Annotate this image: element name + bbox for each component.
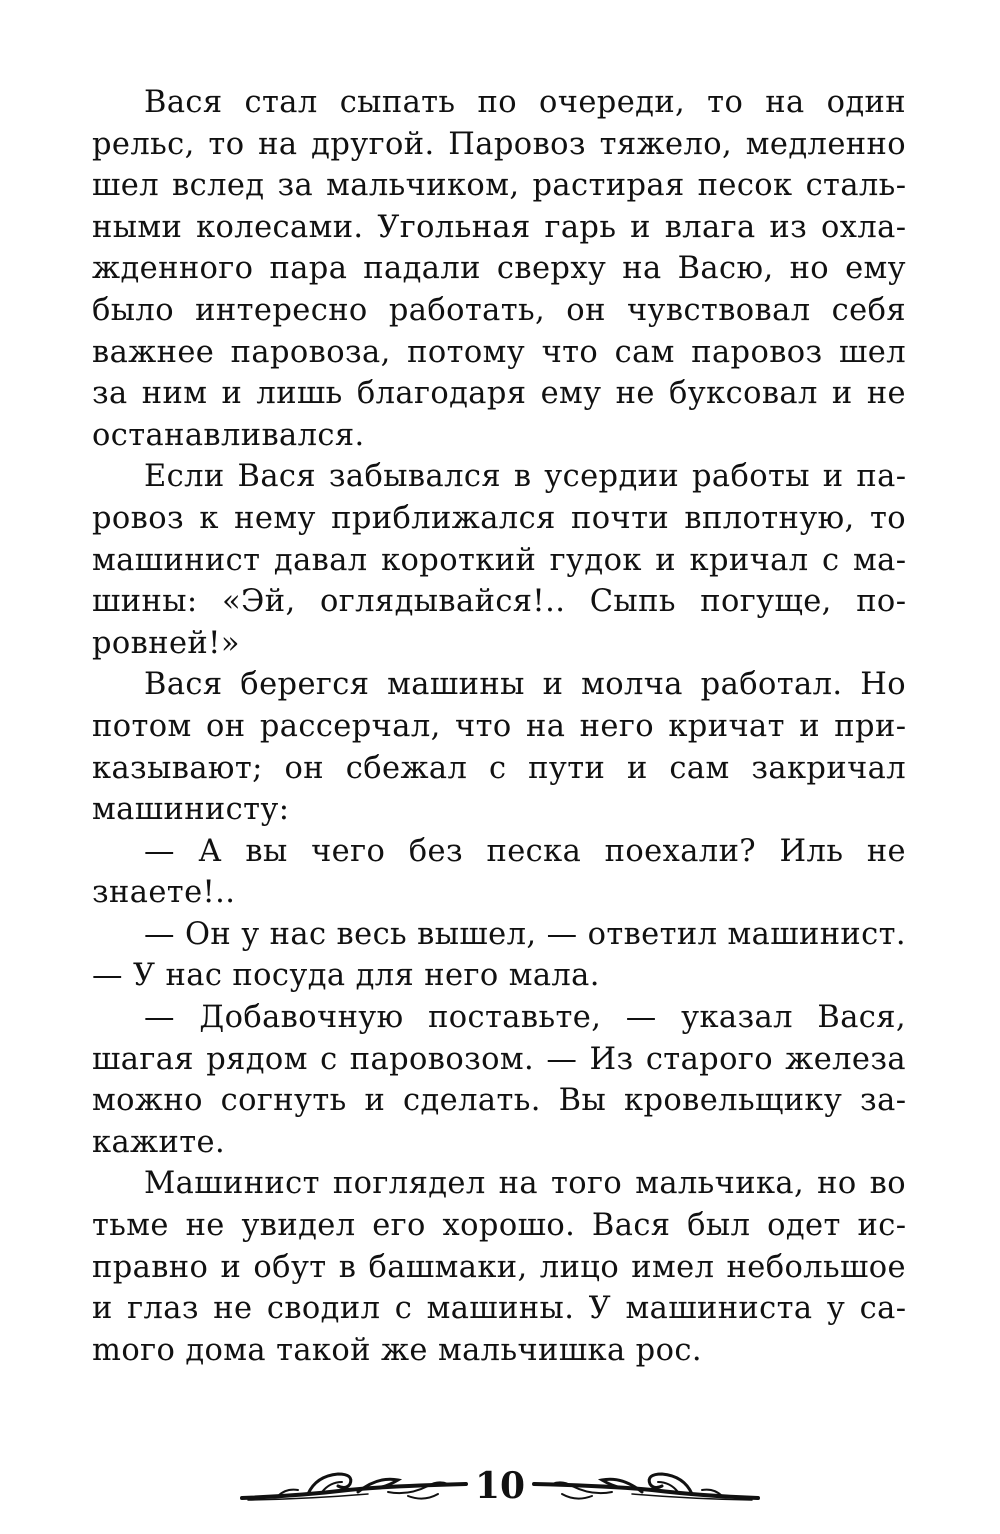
paragraph: Вася стал сыпать по очереди, то на один рельс, то на другой. Паровоз тяжело, медленно шел вслед за мальчиком, растирая песок стальными колесами. Угольная гарь и влага из охлажденного пара падали сверху на Васю, но ему было интересно работать, он чувствовал себя важнее паровоза, потому что сам паровоз шел за ним и лишь благодаря ему не буксовал и не останавливался. (92, 85, 906, 453)
paragraph: Машинист поглядел на того мальчика, но во тьме не увидел его хорошо. Вася был одет исправно и обут в башмаки, лицо имел небольшое и глаз не сводил с машины. У машиниста у саmого дома такой же мальчишка рос. (92, 1166, 906, 1368)
paragraph: Если Вася забывался в усердии работы и паровоз к нему приближался почти вплотную, то машинист давал короткий гудок и кричал с машины: «Эй, оглядывайся!.. Сыпь погуще, поровней!» (92, 459, 906, 661)
dialogue-line: — Он у нас весь вышел, — ответил машинист. — У нас посуда для него мала. (92, 916, 906, 994)
page-body (92, 82, 906, 1371)
scroll-ornament-right-icon (532, 1466, 762, 1511)
paragraph: Вася берегся машины и молча работал. Но потом он рассерчал, что на него кричат и приказывают; он сбежал с пути и сам закричал машинисту: (92, 667, 906, 828)
scroll-ornament-left-icon (238, 1466, 468, 1511)
page-number: 10 (474, 1465, 526, 1507)
dialogue-line: — Добавочную поставьте, — указал Вася, шагая рядом с паровозом. — Из старого железа можно согнуть и сделать. Вы кровельщику закажите. (92, 1000, 906, 1160)
page-footer (0, 1462, 1000, 1522)
dialogue-line: — А вы чего без песка поехали? Иль не знаете!.. (92, 833, 906, 911)
